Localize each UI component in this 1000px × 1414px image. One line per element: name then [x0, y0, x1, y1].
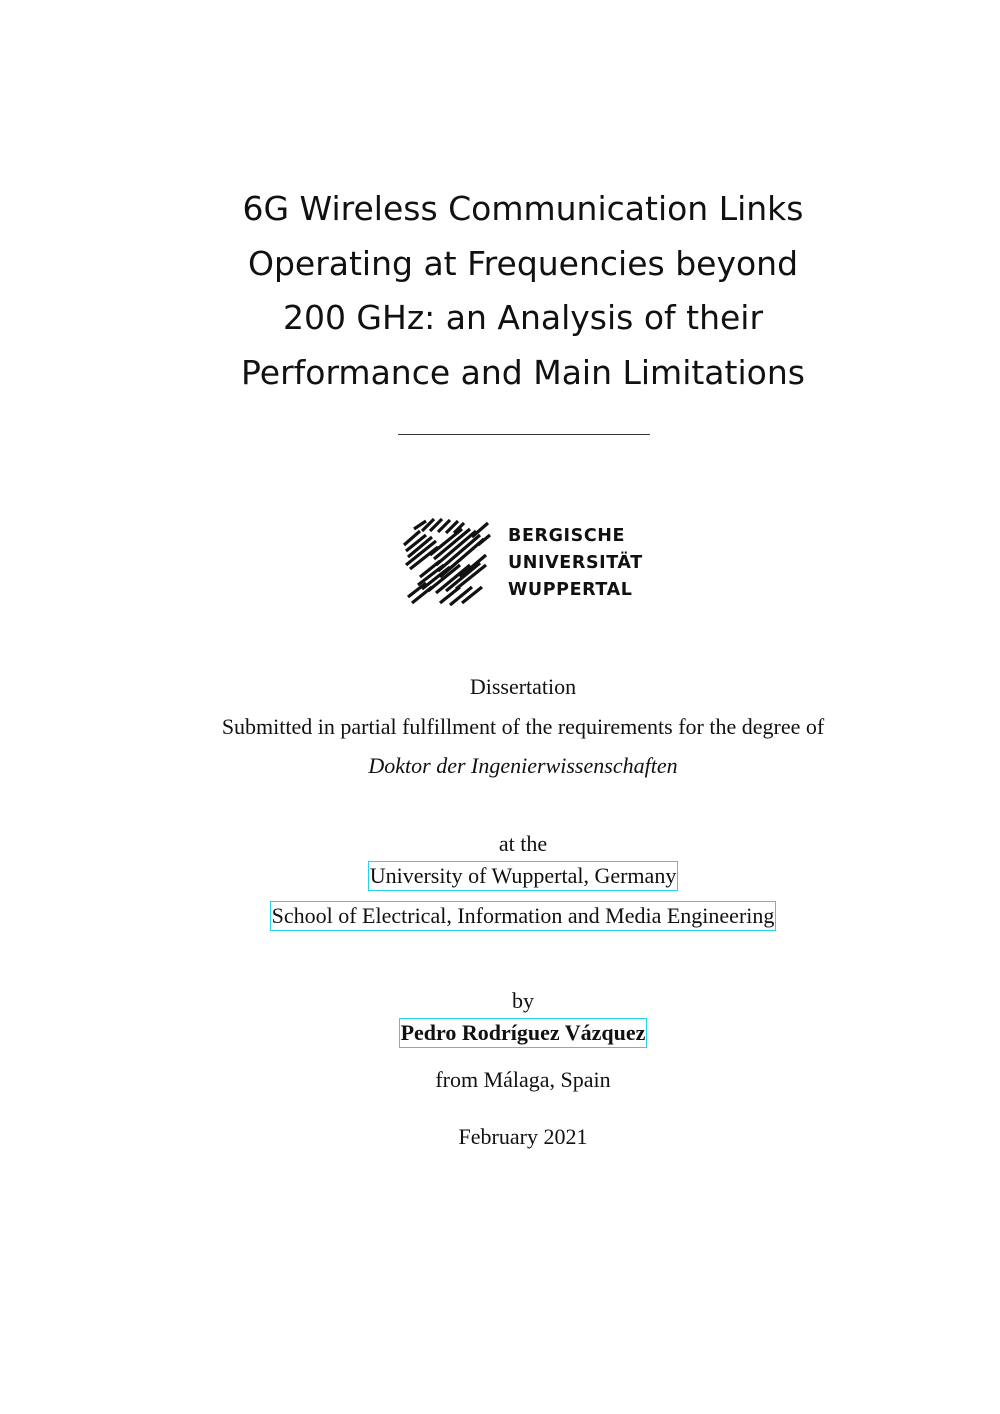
submission-statement: Submitted in partial fulfillment of the requirements for the degree of	[221, 714, 825, 739]
university-line	[0, 861, 1000, 891]
school-link[interactable]: School of Electrical, Information and Media Engineering	[270, 901, 777, 931]
degree-name: Doktor der Ingenierwissenschaften	[368, 753, 678, 778]
title-line-4: Performance and Main Limitations	[241, 352, 805, 392]
submission-date: February 2021	[458, 1124, 588, 1149]
wordmark-line-3: WUPPERTAL	[508, 580, 633, 600]
thesis-title	[0, 182, 1000, 400]
author-origin: from Málaga, Spain	[435, 1067, 611, 1092]
at-label: at the	[498, 831, 548, 856]
school-line	[0, 901, 1000, 931]
document-type: Dissertation	[469, 674, 577, 699]
title-line-3: 200 GHz: an Analysis of their	[282, 298, 764, 337]
author-line	[0, 1018, 1000, 1048]
by-label: by	[512, 988, 534, 1013]
author-link[interactable]: Pedro Rodríguez Vázquez	[399, 1018, 648, 1048]
wordmark-line-2: UNIVERSITÄT	[508, 553, 643, 573]
university-wordmark	[508, 523, 643, 604]
title-line-2: Operating at Frequencies beyond	[247, 243, 799, 283]
title-line-1: 6G Wireless Communication Links	[242, 189, 804, 228]
university-link[interactable]: University of Wuppertal, Germany	[368, 861, 679, 891]
lion-emblem-icon	[400, 515, 492, 610]
university-logo	[400, 515, 650, 610]
title-divider	[398, 434, 650, 435]
wordmark-line-1: BERGISCHE	[508, 526, 626, 546]
